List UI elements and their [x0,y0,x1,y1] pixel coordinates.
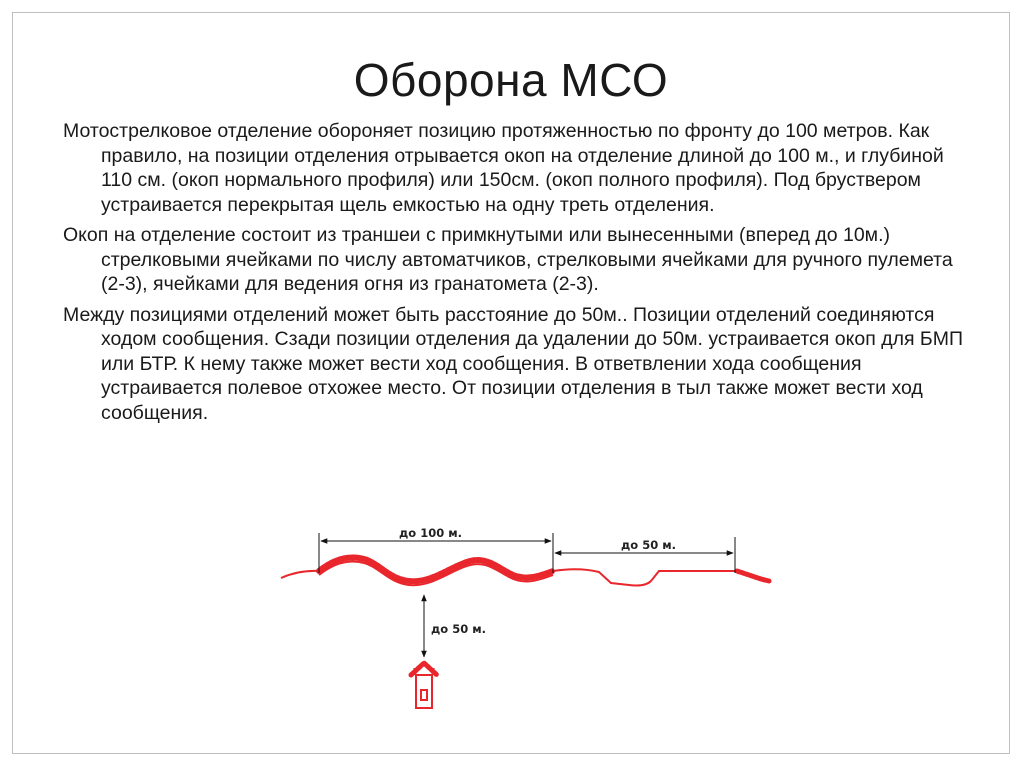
paragraph-positions-distance: Между позициями отделений может быть расстояние до 50м.. Позиции отделений соединяются ходом сообщения. Сзади позиции отделения да удалении до 50м. устраивается окоп для БМП или БТР. К нему также может вести ход сообщения. В ответвлении хода сообщения устраивается полевое отхожее место. От позиции отделения в тыл также может вести ход сообщения. [63,303,963,424]
rear-distance-label: до 50 м. [431,622,486,636]
front-length-label: до 100 м. [399,526,462,540]
paragraph-trench-composition: Окоп на отделение состоит из траншеи с примкнутыми или вынесенными (вперед до 10м.) стрелковыми ячейками по числу автоматчиков, стрелковыми ячейками для ручного пулемета (2-3), ячейками для ведения огня из гранатомета (2-3). [63,224,953,295]
gap-length-label: до 50 м. [621,538,676,552]
slide [12,12,1010,754]
trench-diagram [279,515,779,715]
paragraph-squad-position: Мотострелковое отделение обороняет позицию протяженностью по фронту до 100 метров. Как правило, на позиции отделения отрывается окоп на отделение длиной до 100 м., и глубиной 110 см. (окоп нормального профиля) или 150см. (окоп полного профиля). Под бруствером устраивается перекрытая щель емкостью на одну треть отделения. [63,120,944,216]
slide-body [63,119,968,431]
vehicle-trench-icon [411,663,437,708]
slide-title: Оборона МСО [353,54,669,106]
adjacent-trench [737,571,769,581]
